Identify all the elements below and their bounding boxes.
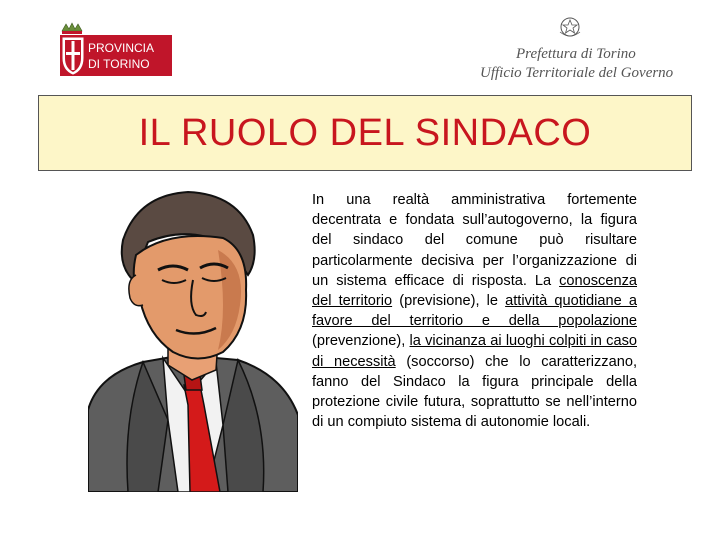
text-segment: (soccorso) che lo caratterizzano, fanno del Sindaco la figura principale della protezione civile futura, soprattutto se nell’interno di un compiuto sistema di autonomie locali.: [312, 353, 637, 431]
page-title: IL RUOLO DEL SINDACO: [138, 111, 592, 154]
mayor-illustration: [88, 180, 298, 492]
body-paragraph: [312, 190, 637, 432]
underlined-segment: conoscenza del territorio: [312, 272, 637, 310]
provincia-line1: PROVINCIA: [88, 41, 155, 55]
underlined-segment: attività quotidiane a favore del territorio e della popolazione: [312, 293, 637, 330]
emblem-icon: [560, 18, 580, 36]
prefettura-line1: Prefettura di Torino: [516, 46, 636, 62]
provincia-di-torino-logo: [58, 22, 174, 78]
text-segment: (previsione), le: [392, 293, 506, 310]
provincia-line2: DI TORINO: [88, 57, 150, 71]
underlined-segment: la vicinanza ai luoghi colpiti in caso di necessità: [312, 333, 637, 370]
text-segment: In una realtà amministrativa fortemente decentrata e fondata sull’autogoverno, la figura del sindaco del comune può risultare particolarmente decisiva per l’organizzazione di un sistema efficace di risposta. La: [312, 192, 637, 289]
text-segment: (prevenzione),: [312, 333, 410, 350]
prefettura-line2: Ufficio Territoriale del Governo: [480, 65, 674, 81]
title-box: [38, 95, 692, 171]
shield-icon: [63, 38, 83, 74]
prefettura-logo: [470, 14, 674, 84]
